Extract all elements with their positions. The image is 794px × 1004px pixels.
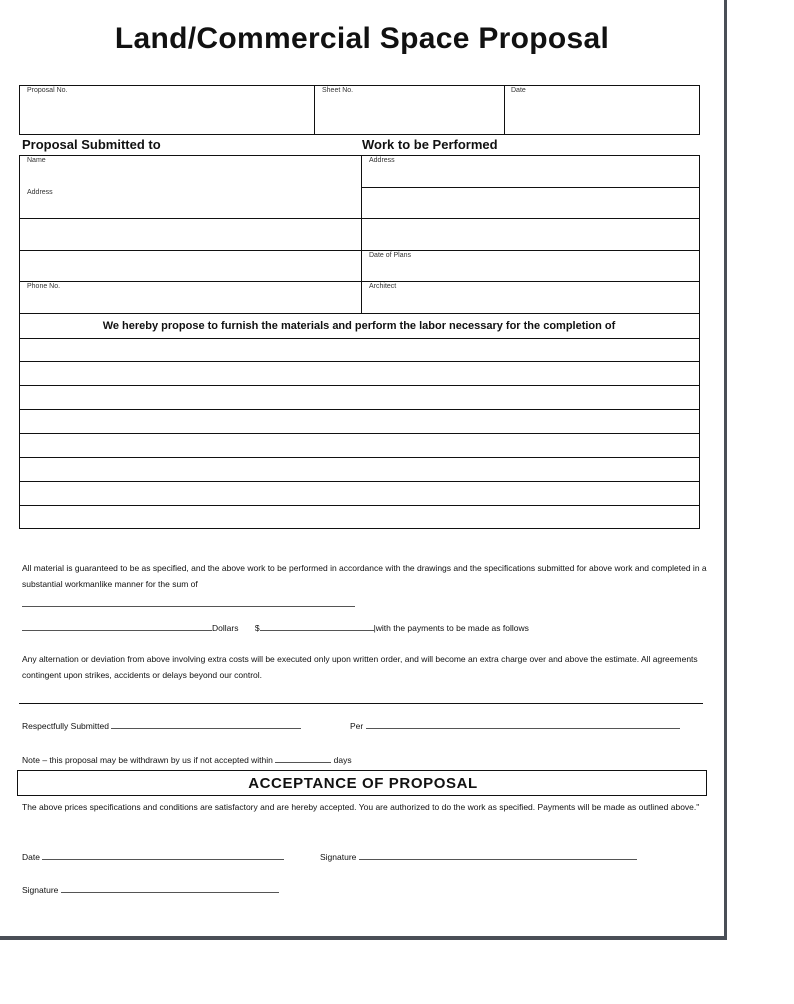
page-edge-right [724, 0, 727, 940]
phone-field[interactable] [21, 292, 359, 311]
date-field[interactable] [507, 97, 697, 133]
days-blank[interactable] [275, 754, 331, 763]
acceptance-signature2-blank[interactable] [61, 884, 279, 893]
dollar-sign: $ [254, 623, 260, 633]
document-title: Land/Commercial Space Proposal [114, 22, 610, 55]
guarantee-paragraph: All material is guaranteed to be as specified, and the above work to be performed in accordance with the drawings and the specifications submitted for above work and completed in a substantial workmanlike manner for the sum of [22, 563, 707, 589]
proposal-no-label: Proposal No. [27, 87, 68, 94]
phone-label: Phone No. [27, 283, 61, 290]
address-label: Address [27, 189, 53, 196]
date-label: Date [511, 87, 526, 94]
note-text: Note – this proposal may be withdrawn by us if not accepted within [22, 755, 273, 765]
acceptance-signature-blank[interactable] [359, 851, 637, 860]
per-label: Per [350, 721, 364, 731]
acceptance-date-label: Date [22, 852, 40, 862]
work-address-label: Address [369, 157, 395, 164]
days-label: days [333, 755, 352, 765]
alteration-paragraph: Any alternation or deviation from above involving extra costs will be executed only upon written order, and will become an extra charge over and above the estimate. All agreements contingent upon strikes, accidents or delays beyond our control. [22, 654, 698, 680]
payments-text: with the payments to be made as follows [375, 623, 529, 633]
acceptance-paragraph: The above prices specifications and conditions are satisfactory and are hereby accepted. You are authorized to do the work as specified. Payments will be made as outlined above." [22, 802, 700, 812]
respectfully-submitted-blank[interactable] [111, 720, 301, 729]
acceptance-date-blank[interactable] [42, 851, 284, 860]
amount-blank[interactable] [260, 622, 374, 631]
divider [19, 703, 703, 704]
architect-label: Architect [369, 283, 397, 290]
sheet-no-label: Sheet No. [322, 87, 354, 94]
acceptance-signature-label: Signature [320, 852, 357, 862]
acceptance-title: ACCEPTANCE OF PROPOSAL [248, 775, 478, 792]
work-description-field[interactable] [21, 340, 698, 527]
dollars-label: Dollars [212, 623, 239, 633]
dollars-words-blank[interactable] [22, 622, 212, 631]
work-heading: Work to be Performed [362, 137, 498, 152]
acceptance-signature2-label: Signature [22, 885, 59, 895]
page-edge-bottom [0, 936, 727, 940]
name-label: Name [27, 157, 46, 164]
work-address-field[interactable] [363, 166, 698, 248]
acceptance-header-box [17, 770, 707, 796]
respectfully-submitted-label: Respectfully Submitted [22, 721, 109, 731]
submitted-to-heading: Proposal Submitted to [22, 137, 161, 152]
architect-field[interactable] [363, 292, 698, 311]
per-blank[interactable] [366, 720, 680, 729]
proposal-no-field[interactable] [21, 97, 311, 133]
address-field[interactable] [21, 198, 359, 280]
date-of-plans-label: Date of Plans [369, 252, 412, 259]
sum-words-blank[interactable] [22, 598, 355, 607]
date-of-plans-field[interactable] [363, 261, 698, 280]
propose-statement: We hereby propose to furnish the materials and perform the labor necessary for the completion of [102, 320, 616, 332]
sheet-no-field[interactable] [317, 97, 502, 133]
